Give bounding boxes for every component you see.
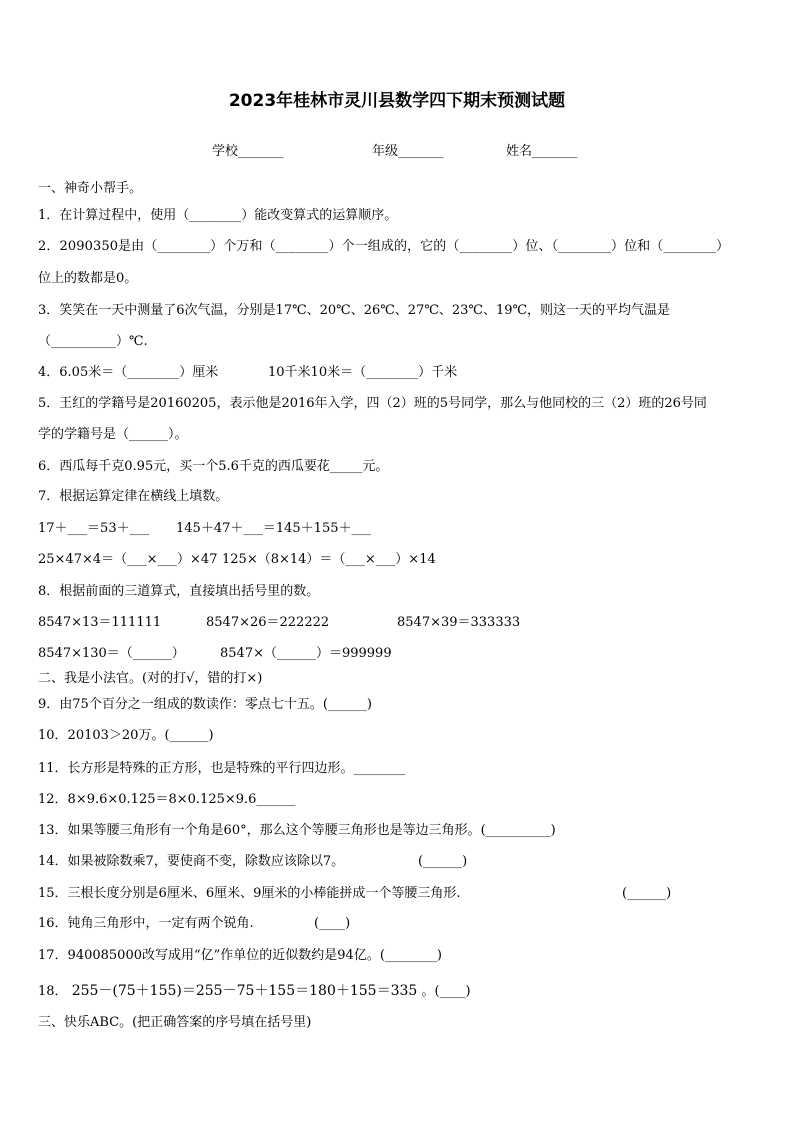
- question-5-line2: 学的学籍号是（______）。: [38, 427, 188, 442]
- question-15-answer: (______): [622, 886, 672, 901]
- question-3-line2: （__________）℃.: [38, 334, 148, 349]
- question-7-part-b: 145＋47＋___＝145＋155＋___: [176, 521, 371, 536]
- question-16-answer: (____): [314, 916, 351, 931]
- question-2-line1: 2．2090350是由（________）个万和（________）个一组成的，它的（________）位、（________）位和（________）: [38, 239, 730, 254]
- name-field: 姓名_______: [506, 144, 578, 159]
- question-14-answer: (______): [418, 854, 468, 869]
- section1-heading: 一、神奇小帮手。: [38, 181, 143, 196]
- question-8-eq-d: 8547×130＝（______）: [38, 646, 185, 661]
- question-18-expression: 255－(75＋155)＝255－75＋155＝180＋155＝335: [71, 983, 418, 999]
- question-8-eq-e: 8547×（______）＝999999: [220, 646, 392, 661]
- question-12: 12．8×9.6×0.125＝8×0.125×9.6______: [38, 792, 296, 807]
- question-14: 14．如果被除数乘7，要使商不变，除数应该除以7。: [38, 854, 345, 869]
- question-18-answer: 。(____): [421, 984, 471, 999]
- question-15: 15．三根长度分别是6厘米、6厘米、9厘米的小棒能拼成一个等腰三角形.: [38, 886, 461, 901]
- question-1: 1．在计算过程中，使用（________）能改变算式的运算顺序。: [38, 208, 398, 223]
- question-11: 11．长方形是特殊的正方形，也是特殊的平行四边形。________: [38, 761, 406, 776]
- question-6: 6．西瓜每千克0.95元，买一个5.6千克的西瓜要花_____元。: [38, 459, 389, 474]
- question-4-part-a: 4．6.05米＝（________）厘米: [38, 365, 219, 380]
- question-7-part-c: 25×47×4＝（___×___）×47: [38, 552, 218, 567]
- question-7-part-d: 125×（8×14）＝（___×___）×14: [222, 552, 436, 567]
- question-8: 8．根据前面的三道算式，直接填出括号里的数。: [38, 584, 320, 599]
- question-7: 7．根据运算定律在横线上填数。: [38, 489, 229, 504]
- question-5-line1: 5．王红的学籍号是20160205，表示他是2016年入学，四（2）班的5号同学，那么与他同校的三（2）班的26号同: [38, 396, 707, 411]
- question-3-line1: 3．笑笑在一天中测量了6次气温，分别是17℃、20℃、26℃、27℃、23℃、19℃，则这一天的平均气温是: [38, 303, 671, 318]
- page-title: 2023年桂林市灵川县数学四下期末预测试题: [228, 91, 566, 111]
- section2-heading: 二、我是小法官。(对的打√，错的打×): [38, 671, 263, 686]
- question-4-part-b: 10千米10米＝（________）千米: [268, 365, 458, 380]
- question-8-eq-c: 8547×39＝333333: [397, 615, 521, 630]
- question-18-number: 18．: [38, 984, 68, 999]
- school-field: 学校_______: [212, 144, 284, 159]
- question-9: 9．由75个百分之一组成的数读作：零点七十五。(______): [38, 697, 372, 712]
- grade-field: 年级_______: [372, 144, 444, 159]
- question-7-part-a: 17＋___＝53＋___: [38, 521, 150, 536]
- question-17: 17．940085000改写成用“亿”作单位的近似数约是94亿。(________): [38, 948, 442, 963]
- question-10: 10．20103＞20万。(______): [38, 728, 214, 743]
- question-16: 16．钝角三角形中，一定有两个锐角.: [38, 916, 254, 931]
- question-18: [38, 982, 471, 1001]
- question-13: 13．如果等腰三角形有一个角是60°，那么这个等腰三角形也是等边三角形。(__________): [38, 823, 556, 838]
- section3-heading: 三、快乐ABC。(把正确答案的序号填在括号里): [38, 1015, 312, 1030]
- question-8-eq-b: 8547×26＝222222: [206, 615, 330, 630]
- question-8-eq-a: 8547×13＝111111: [38, 615, 162, 630]
- question-2-line2: 位上的数都是0。: [38, 271, 138, 286]
